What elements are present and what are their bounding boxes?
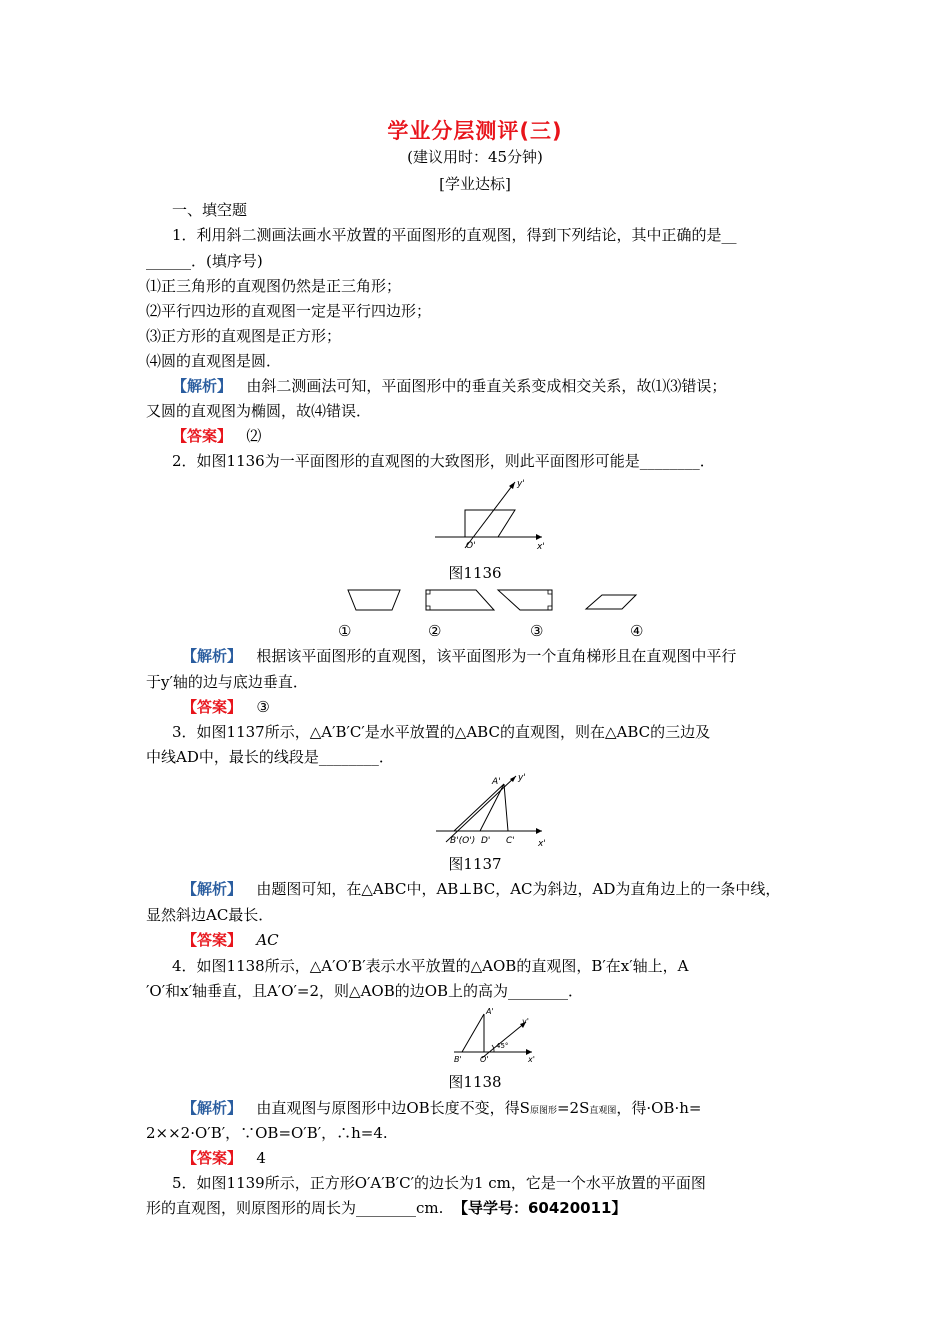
figure-1136 (430, 472, 555, 552)
q1-analysis-line1 (172, 375, 726, 397)
q3-answer-value: AC (256, 931, 279, 949)
section-heading: 一、填空题 (172, 201, 248, 219)
q2-analysis-line2: 于y′轴的边与底边垂直． (146, 673, 308, 691)
answer-tag: 【答案】 (182, 698, 243, 716)
fig1136-y-label: y' (517, 479, 525, 489)
fig1138-y-label: y' (522, 1017, 529, 1026)
q1-analysis-text: 由斜二测画法可知，平面图形中的垂直关系变成相交关系，故⑴⑶错误； (246, 377, 727, 395)
q1-answer-value: ⑵ (246, 427, 262, 445)
figure-1137 (432, 768, 552, 850)
analysis-tag: 【解析】 (182, 647, 243, 665)
q4-analysis-line2: 2××2·O′B′，∵OB=O′B′，∴h=4. (146, 1124, 388, 1142)
q4-analysis-sub-original: 原图形 (529, 1106, 557, 1116)
fig1137-y-label: y' (518, 773, 526, 783)
q4-answer-value: 4 (256, 1149, 266, 1167)
q4-stem-line2: ′O′和x′轴垂直，且A′O′=2，则△AOB的边OB上的高为________． (146, 982, 584, 1000)
fig1137-x-label: x' (538, 839, 546, 849)
q1-stem-line1: 1．利用斜二测画法画水平放置的平面图形的直观图，得到下列结论，其中正确的是__ (172, 226, 737, 244)
fig1136-x-label: x' (537, 542, 545, 552)
q5-stem-text: 形的直观图，则原图形的周长为________cm. (146, 1199, 444, 1217)
q5-reference-code: 【导学号：60420011】 (452, 1199, 627, 1217)
analysis-tag: 【解析】 (182, 1099, 243, 1117)
fig1138-B-label: B' (454, 1055, 462, 1064)
q2-stem: 2．如图1136为一平面图形的直观图的大致图形，则此平面图形可能是________． (172, 452, 715, 470)
fig1138-O-label: O' (480, 1055, 489, 1064)
answer-tag: 【答案】 (172, 427, 233, 445)
fig1138-caption: 图1138 (448, 1073, 502, 1091)
q2-choice-3: ③ (530, 622, 544, 640)
fig1138-angle-label: 45° (496, 1042, 509, 1050)
q2-choice-2: ② (428, 622, 442, 640)
q2-analysis-text: 根据该平面图形的直观图，该平面图形为一个直角梯形且在直观图中平行 (256, 647, 737, 665)
answer-tag: 【答案】 (182, 1149, 243, 1167)
q4-stem-line1: 4．如图1138所示，△A′O′B′表示水平放置的△AOB的直观图，B′在x′轴上，A (172, 957, 689, 975)
q1-option-3: ⑶正方形的直观图是正方形； (146, 327, 342, 345)
q3-answer (182, 929, 279, 951)
q4-analysis-text-a: 由直观图与原图形中边OB长度不变，得S (256, 1099, 530, 1117)
q2-answer (182, 696, 270, 718)
q3-stem-line2: 中线AD中，最长的线段是________． (146, 748, 394, 766)
q4-analysis-text-b: =2S (556, 1099, 590, 1117)
fig1138-A-label: A' (486, 1007, 494, 1016)
time-hint: (建议用时：45分钟) (407, 148, 543, 166)
answer-tag: 【答案】 (182, 931, 243, 949)
figure-1138 (448, 1002, 538, 1068)
q4-analysis-text-c: ，得·OB·h= (616, 1099, 702, 1117)
q1-analysis-line2: 又圆的直观图为椭圆，故⑷错误． (146, 402, 372, 420)
fig1137-B-label: B'(O') (450, 836, 476, 846)
q3-stem-line1: 3．如图1137所示，△A′B′C′是水平放置的△ABC的直观图，则在△ABC的三边及 (172, 723, 711, 741)
fig1137-A-label: A' (492, 777, 501, 787)
q5-stem-line2 (146, 1197, 626, 1219)
q1-stem-line2: ______．(填序号) (146, 252, 263, 270)
fig1137-C-label: C' (506, 836, 515, 846)
q4-analysis-line1 (182, 1097, 701, 1122)
q3-analysis-text: 由题图可知，在△ABC中，AB⊥BC，AC为斜边，AD为直角边上的一条中线， (256, 880, 781, 898)
q1-option-4: ⑷圆的直观图是圆． (146, 352, 282, 370)
q5-stem-line1: 5．如图1139所示，正方形O′A′B′C′的边长为1 cm，它是一个水平放置的平面图 (172, 1174, 706, 1192)
q2-answer-value: ③ (256, 698, 270, 716)
q3-analysis-line1 (182, 878, 780, 900)
q3-analysis-line2: 显然斜边AC最长． (146, 906, 274, 924)
q1-option-2: ⑵平行四边形的直观图一定是平行四边形； (146, 302, 432, 320)
q1-option-1: ⑴正三角形的直观图仍然是正三角形； (146, 277, 402, 295)
q2-analysis-line1 (182, 645, 736, 667)
q4-answer (182, 1147, 266, 1169)
q2-choice-4: ④ (630, 622, 644, 640)
q4-analysis-sub-intuitive: 直观图 (589, 1106, 617, 1116)
q2-choice-shapes (340, 587, 670, 615)
level-heading: [学业达标] (439, 175, 511, 193)
fig1136-origin-label: O' (466, 541, 476, 551)
fig1137-D-label: D' (481, 836, 491, 846)
fig1137-caption: 图1137 (448, 855, 502, 873)
q1-answer (172, 425, 261, 447)
fig1136-caption: 图1136 (448, 564, 502, 582)
analysis-tag: 【解析】 (182, 880, 243, 898)
q2-choice-1: ① (338, 622, 352, 640)
page-title: 学业分层测评(三) (387, 119, 563, 143)
analysis-tag: 【解析】 (172, 377, 233, 395)
fig1138-x-label: x' (528, 1055, 535, 1064)
